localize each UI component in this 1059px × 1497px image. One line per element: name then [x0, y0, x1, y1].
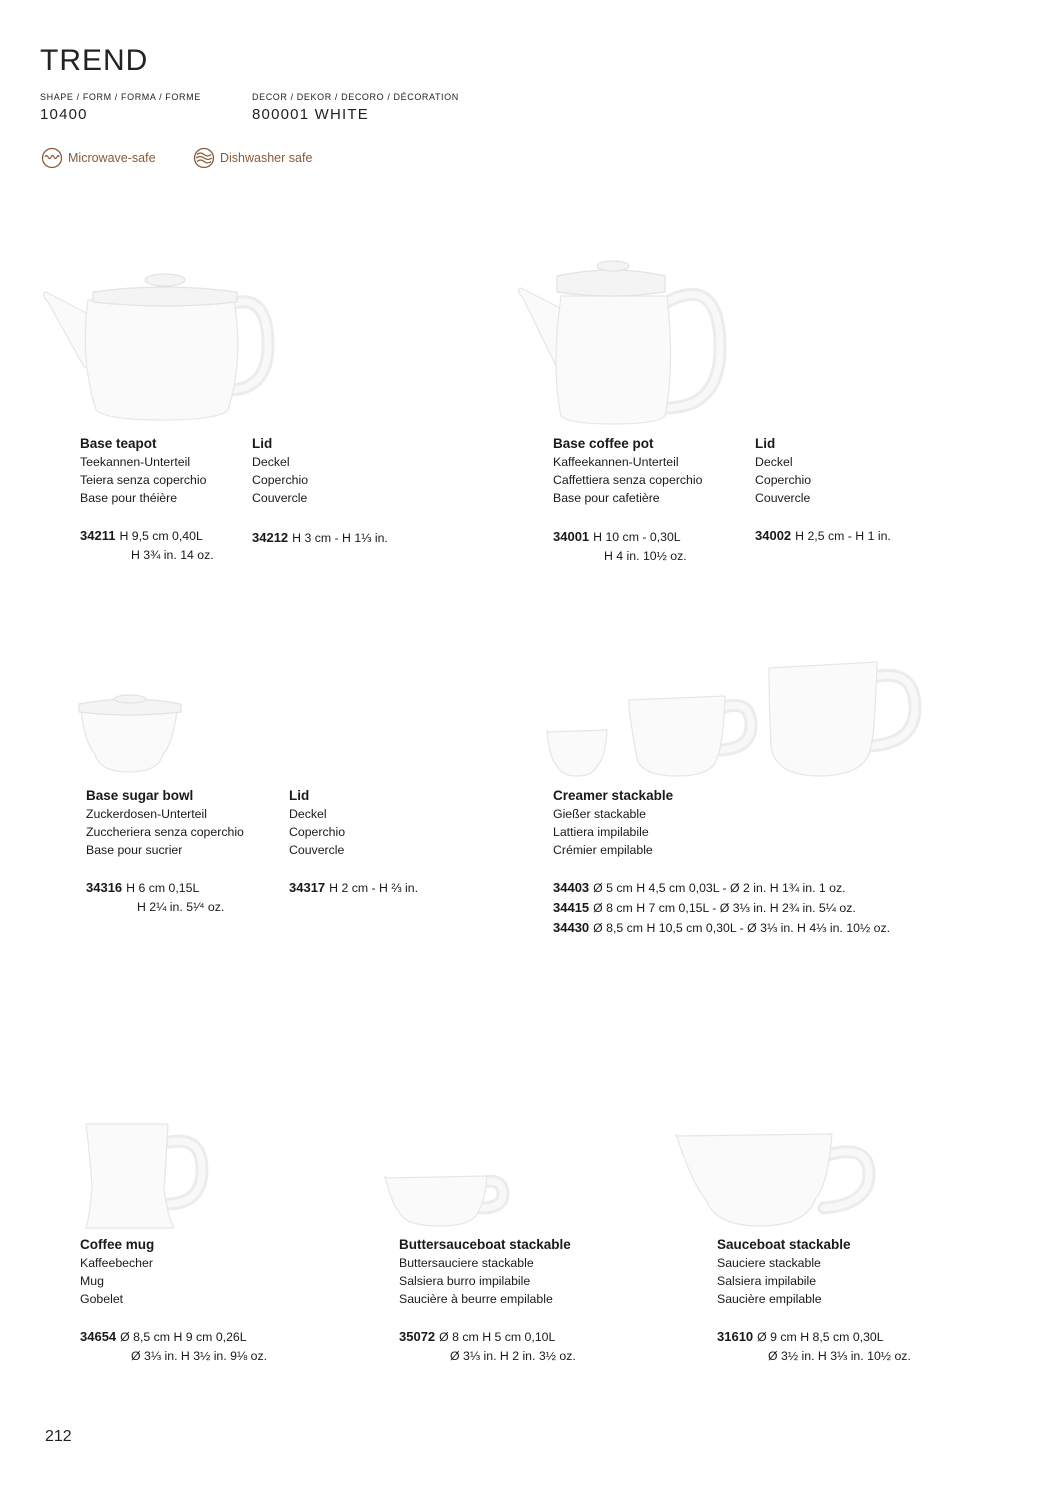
- mug-name-fr: Gobelet: [80, 1292, 124, 1306]
- buttersauceboat-name: Buttersauceboat stackable: [399, 1237, 571, 1252]
- buttersauceboat-info: [399, 1236, 571, 1308]
- teapot-info: [80, 435, 206, 507]
- sugar-bowl-image: [75, 694, 185, 778]
- sugar-bowl-name-it: Zuccheriera senza coperchio: [86, 825, 244, 839]
- sauceboat-spec-metric: Ø 9 cm H 8,5 cm 0,30L: [757, 1330, 884, 1344]
- mug-info: [80, 1236, 154, 1308]
- sugar-bowl-name-fr: Base pour sucrier: [86, 843, 183, 857]
- shape-value: 10400: [40, 106, 88, 123]
- creamer-variant: [553, 898, 890, 918]
- coffeepot-spec: [553, 527, 687, 566]
- sugar-lid-spec: [289, 878, 418, 898]
- coffeepot-name-de: Kaffeekannen-Unterteil: [553, 455, 679, 469]
- teapot-name-de: Teekannen-Unterteil: [80, 455, 191, 469]
- dishwasher-label: Dishwasher safe: [220, 151, 313, 165]
- teapot-lid-name: Lid: [252, 436, 273, 451]
- coffeepot-code: 34001: [553, 529, 590, 544]
- coffeepot-name: Base coffee pot: [553, 436, 654, 451]
- sauceboat-info: [717, 1236, 851, 1308]
- creamer-spec: [553, 878, 890, 938]
- teapot-lid-spec: [252, 528, 388, 548]
- coffeepot-name-fr: Base pour cafetière: [553, 491, 660, 505]
- buttersauceboat-name-fr: Saucière à beurre empilable: [399, 1292, 553, 1306]
- buttersauceboat-name-it: Salsiera burro impilabile: [399, 1274, 531, 1288]
- creamer-info: [553, 787, 673, 859]
- creamer-code: 34403: [553, 880, 590, 895]
- coffeepot-lid-info: [755, 435, 811, 507]
- coffeepot-spec-metric: H 10 cm - 0,30L: [593, 530, 681, 544]
- teapot-lid-spec-text: H 3 cm - H 1⅓ in.: [292, 531, 388, 545]
- page-title: TREND: [40, 44, 149, 77]
- coffeepot-lid-name-it: Coperchio: [755, 473, 812, 487]
- coffeepot-lid-spec: [755, 526, 891, 546]
- teapot-lid-name-it: Coperchio: [252, 473, 309, 487]
- sugar-lid-name: Lid: [289, 788, 310, 803]
- sugar-lid-code: 34317: [289, 880, 326, 895]
- coffeepot-lid-spec-text: H 2,5 cm - H 1 in.: [795, 529, 891, 543]
- creamer-spec-text: Ø 8 cm H 7 cm 0,15L - Ø 3⅓ in. H 2¾ in. 5¼ oz.: [593, 901, 856, 915]
- coffeepot-image: [515, 258, 730, 430]
- teapot-spec-metric: H 9,5 cm 0,40L: [119, 529, 203, 543]
- buttersauceboat-code: 35072: [399, 1329, 436, 1344]
- teapot-lid-code: 34212: [252, 530, 289, 545]
- coffeepot-lid-name-fr: Couvercle: [755, 491, 811, 505]
- teapot-image: [38, 270, 278, 430]
- sauceboat-code: 31610: [717, 1329, 754, 1344]
- sauceboat-image: [674, 1128, 884, 1232]
- mug-code: 34654: [80, 1329, 117, 1344]
- creamer-image: [545, 660, 925, 780]
- sauceboat-spec: [717, 1327, 911, 1366]
- dishwasher-badge: [193, 147, 312, 169]
- buttersauceboat-spec-metric: Ø 8 cm H 5 cm 0,10L: [439, 1330, 556, 1344]
- sauceboat-name-it: Salsiera impilabile: [717, 1274, 817, 1288]
- decor-label: DECOR / DEKOR / DECORO / DÉCORATION: [252, 92, 459, 102]
- teapot-spec: [80, 526, 214, 565]
- teapot-code: 34211: [80, 528, 116, 543]
- teapot-lid-name-fr: Couvercle: [252, 491, 308, 505]
- dishwasher-icon: [193, 147, 215, 169]
- sauceboat-name: Sauceboat stackable: [717, 1237, 851, 1252]
- sugar-bowl-spec-metric: H 6 cm 0,15L: [126, 881, 200, 895]
- sauceboat-name-de: Sauciere stackable: [717, 1256, 821, 1270]
- sugar-lid-name-de: Deckel: [289, 807, 327, 821]
- shape-label: SHAPE / FORM / FORMA / FORME: [40, 92, 201, 102]
- mug-name-it: Mug: [80, 1274, 104, 1288]
- creamer-name-it: Lattiera impilabile: [553, 825, 649, 839]
- sugar-lid-spec-text: H 2 cm - H ⅔ in.: [329, 881, 418, 895]
- mug-image: [82, 1122, 212, 1230]
- coffeepot-spec-imperial: H 4 in. 10½ oz.: [604, 549, 687, 563]
- mug-name: Coffee mug: [80, 1237, 155, 1252]
- creamer-spec-text: Ø 5 cm H 4,5 cm 0,03L - Ø 2 in. H 1¾ in. 1 oz.: [593, 881, 846, 895]
- creamer-variant: [553, 918, 890, 938]
- mug-spec-metric: Ø 8,5 cm H 9 cm 0,26L: [120, 1330, 247, 1344]
- page-number: 212: [45, 1428, 72, 1445]
- sauceboat-name-fr: Saucière empilable: [717, 1292, 822, 1306]
- microwave-icon: [41, 147, 63, 169]
- teapot-name: Base teapot: [80, 436, 157, 451]
- creamer-variant: [553, 878, 890, 898]
- buttersauceboat-spec: [399, 1327, 576, 1366]
- sugar-bowl-spec-imperial: H 2¼ in. 5¹⁄⁴ oz.: [137, 900, 225, 914]
- coffeepot-name-it: Caffettiera senza coperchio: [553, 473, 703, 487]
- teapot-lid-info: [252, 435, 308, 507]
- mug-name-de: Kaffeebecher: [80, 1256, 153, 1270]
- creamer-name-fr: Crémier empilable: [553, 843, 653, 857]
- microwave-badge: [41, 147, 156, 169]
- microwave-label: Microwave-safe: [68, 151, 156, 165]
- mug-spec: [80, 1327, 267, 1366]
- sugar-lid-name-fr: Couvercle: [289, 843, 345, 857]
- creamer-name: Creamer stackable: [553, 788, 674, 803]
- sugar-bowl-name: Base sugar bowl: [86, 788, 194, 803]
- coffeepot-lid-name: Lid: [755, 436, 776, 451]
- decor-value: 800001 WHITE: [252, 106, 369, 123]
- creamer-spec-text: Ø 8,5 cm H 10,5 cm 0,30L - Ø 3⅓ in. H 4⅓ in. 10½ oz.: [593, 921, 891, 935]
- sugar-bowl-info: [86, 787, 244, 859]
- sauceboat-spec-imperial: Ø 3½ in. H 3⅓ in. 10½ oz.: [768, 1349, 911, 1363]
- sugar-lid-name-it: Coperchio: [289, 825, 346, 839]
- buttersauceboat-name-de: Buttersauciere stackable: [399, 1256, 534, 1270]
- sugar-lid-info: [289, 787, 345, 859]
- mug-spec-imperial: Ø 3⅓ in. H 3½ in. 9⅛ oz.: [131, 1349, 268, 1363]
- sugar-bowl-name-de: Zuckerdosen-Unterteil: [86, 807, 207, 821]
- creamer-code: 34415: [553, 900, 590, 915]
- buttersauceboat-image: [383, 1170, 513, 1232]
- teapot-lid-name-de: Deckel: [252, 455, 290, 469]
- coffeepot-lid-name-de: Deckel: [755, 455, 793, 469]
- sugar-bowl-code: 34316: [86, 880, 123, 895]
- teapot-name-it: Teiera senza coperchio: [80, 473, 207, 487]
- buttersauceboat-spec-imperial: Ø 3⅓ in. H 2 in. 3½ oz.: [450, 1349, 576, 1363]
- creamer-name-de: Gießer stackable: [553, 807, 646, 821]
- coffeepot-info: [553, 435, 702, 507]
- teapot-name-fr: Base pour théière: [80, 491, 178, 505]
- creamer-code: 34430: [553, 920, 590, 935]
- sugar-bowl-spec: [86, 878, 224, 917]
- coffeepot-lid-code: 34002: [755, 528, 792, 543]
- teapot-spec-imperial: H 3¾ in. 14 oz.: [131, 548, 214, 562]
